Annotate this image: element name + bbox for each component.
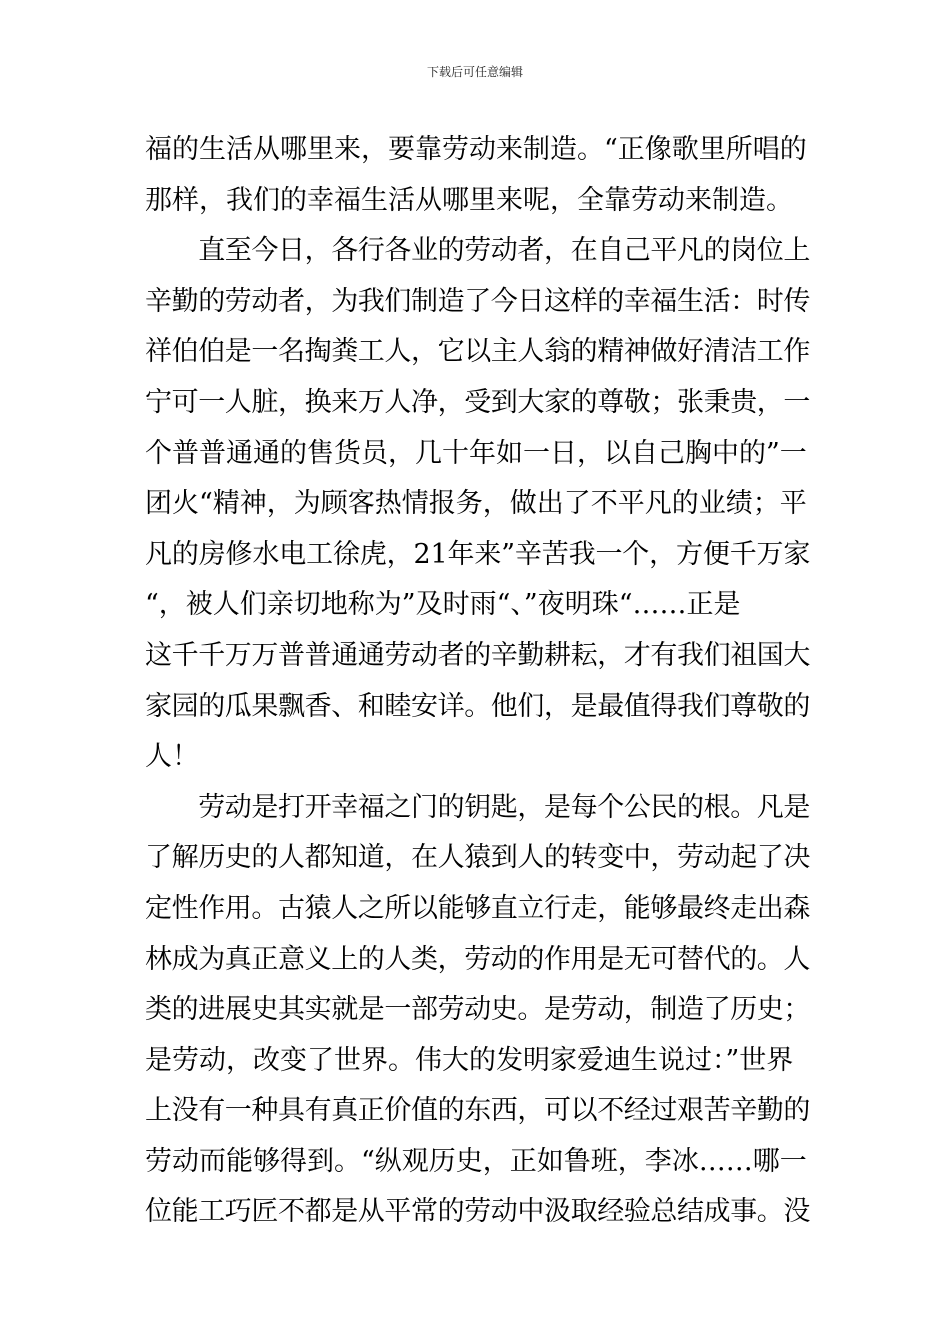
text-line: 劳动是打开幸福之门的钥匙，是每个公民的根。凡是 xyxy=(145,791,810,823)
text-line: 上没有一种具有真正价值的东西，可以不经过艰苦辛勤的 xyxy=(145,1095,810,1127)
text-line: 类的进展史其实就是一部劳动史。是劳动，制造了历史； xyxy=(145,994,810,1026)
text-line: 福的生活从哪里来，要靠劳动来制造。“正像歌里所唱的 xyxy=(145,134,807,165)
text-line: 祥伯伯是一名掏粪工人，它以主人翁的精神做好清洁工作 xyxy=(145,336,810,368)
page-header: 下载后可任意编辑 xyxy=(426,65,523,79)
text-line: 直至今日，各行各业的劳动者，在自己平凡的岗位上 xyxy=(145,235,810,267)
text-line: “，被人们亲切地称为”及时雨“、”夜明珠“……正是 xyxy=(145,589,741,621)
text-line: 位能工巧匠不都是从平常的劳动中汲取经验总结成事。没 xyxy=(145,1196,810,1228)
text-line: 辛勤的劳动者，为我们制造了今日这样的幸福生活：时传 xyxy=(145,285,810,317)
text-line: 个普普通通的售货员，几十年如一日，以自己胸中的”一 xyxy=(145,437,807,469)
text-line: 人！ xyxy=(145,741,199,773)
text-line: 了解历史的人都知道，在人猿到人的转变中，劳动起了决 xyxy=(145,842,810,874)
text-line: 定性作用。古猿人之所以能够直立行走，能够最终走出森 xyxy=(145,892,810,924)
text-line: 那样，我们的幸福生活从哪里来呢，全靠劳动来制造。 xyxy=(145,184,793,216)
text-line: 是劳动，改变了世界。伟大的发明家爱迪生说过：”世界 xyxy=(145,1044,794,1076)
text-line: 家园的瓜果飘香、和睦安详。他们，是最值得我们尊敬的 xyxy=(145,690,810,722)
document-body xyxy=(145,125,810,1238)
text-line: 林成为真正意义上的人类，劳动的作用是无可替代的。人 xyxy=(145,943,810,975)
text-line: 凡的房修水电工徐虎，21年来”辛苦我一个，方便千万家 xyxy=(145,538,811,570)
text-line: 劳动而能够得到。“纵观历史，正如鲁班，李冰……哪一 xyxy=(145,1145,807,1177)
text-line: 这千千万万普普通通劳动者的辛勤耕耘，才有我们祖国大 xyxy=(145,639,810,671)
text-line: 宁可一人脏，换来万人净，受到大家的尊敬；张秉贵，一 xyxy=(145,386,810,418)
text-line: 团火“精神，为顾客热情报务，做出了不平凡的业绩；平 xyxy=(145,488,807,520)
